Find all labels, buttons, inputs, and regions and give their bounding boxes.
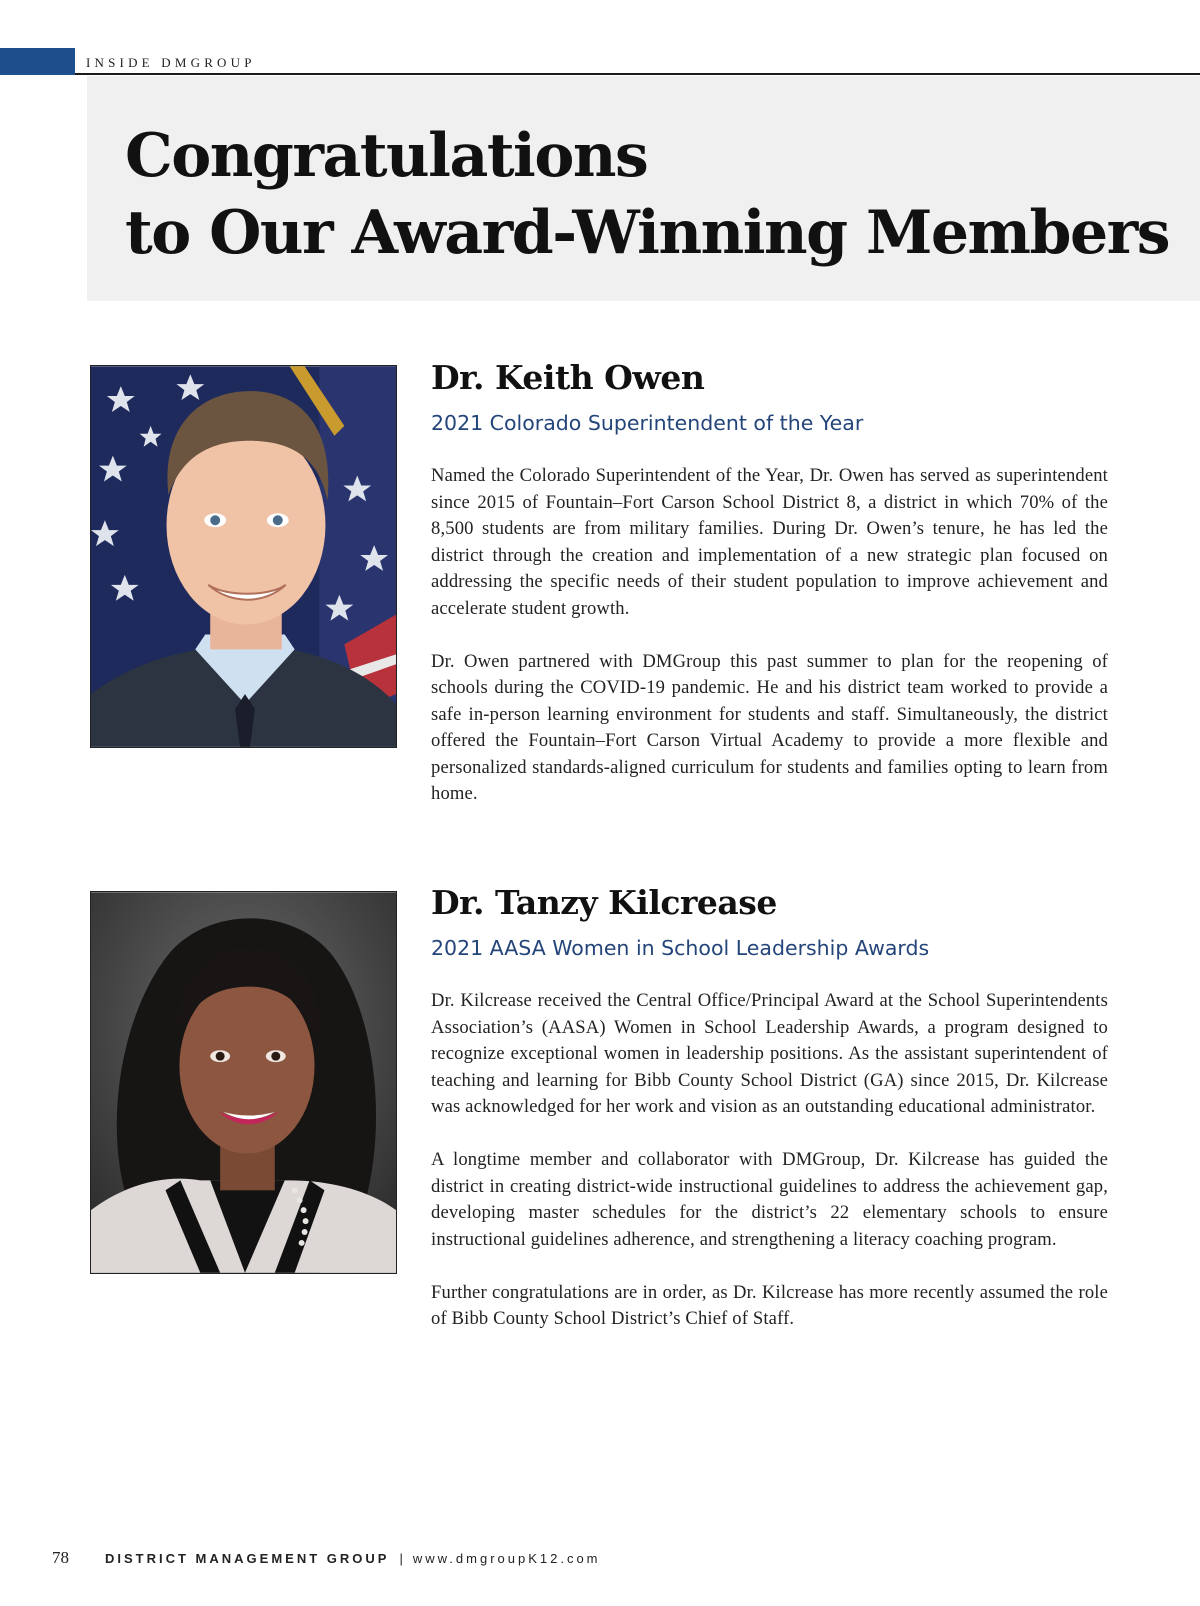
page-title [125,118,1169,272]
profile-name: Dr. Keith Owen [431,358,705,397]
profile-award: 2021 Colorado Superintendent of the Year [431,411,864,435]
profile-photo-tanzy-kilcrease [90,891,397,1274]
profile-award: 2021 AASA Women in School Leadership Awards [431,936,930,960]
profile-paragraph: Dr. Owen partnered with DMGroup this past summer to plan for the reopening of schools during the COVID-19 pandemic. He and his district team worked to provide a safe in-person learning environment for students and staff. Simultaneously, the district offered the Fountain–Fort Carson Virtual Academy to provide a more flexible and personalized standards-aligned curriculum for students and families opting to learn from home. [431,650,1108,804]
profile-paragraph: Dr. Kilcrease received the Central Office/Principal Award at the School Superintendents Association’s (AASA) Women in School Leadership Awards, a program designed to recognize exceptional women in leadership positions. As the assistant superintendent of teaching and learning for Bibb County School District (GA) since 2015, Dr. Kilcrease was acknowledged for her work and vision as an outstanding educational administrator. [431,990,1108,1117]
profile-keith-owen [431,358,1108,808]
profile-paragraph: Further congratulations are in order, as Dr. Kilcrease has more recently assumed the role of Bibb County School District’s Chief of Staff. [431,1281,1108,1329]
profile-name: Dr. Tanzy Kilcrease [431,883,777,922]
footer-org-name: DISTRICT MANAGEMENT GROUP [105,1550,390,1566]
section-color-bar [0,48,75,75]
profile-paragraph: A longtime member and collaborator with DMGroup, Dr. Kilcrease has guided the district in creating district-wide instructional guidelines to address the achievement gap, developing master schedules for the district’s 22 elementary schools to ensure instructional guidelines adherence, and strengthening a literacy coaching program. [431,1149,1108,1250]
profile-paragraph: Named the Colorado Superintendent of the Year, Dr. Owen has served as superintendent since 2015 of Fountain–Fort Carson School District 8, a district in which 70% of the 8,500 students are from military families. During Dr. Owen’s tenure, he has led the district through the creation and implementation of a new strategic plan focused on addressing the specific needs of their student population to improve achievement and accelerate student growth. [431,465,1108,619]
page-number: 78 [52,1548,69,1567]
section-label: INSIDE DMGROUP [86,55,256,70]
page-title-line-2: to Our Award-Winning Members [125,198,1170,268]
footer-url[interactable]: www.dmgroupK12.com [412,1550,601,1566]
page-footer [52,1548,601,1568]
page-title-line-1: Congratulations [125,121,648,191]
footer-separator: | [399,1550,403,1566]
section-divider [75,73,1200,75]
profile-photo-keith-owen [90,365,397,748]
profile-tanzy-kilcrease [431,883,1108,1333]
